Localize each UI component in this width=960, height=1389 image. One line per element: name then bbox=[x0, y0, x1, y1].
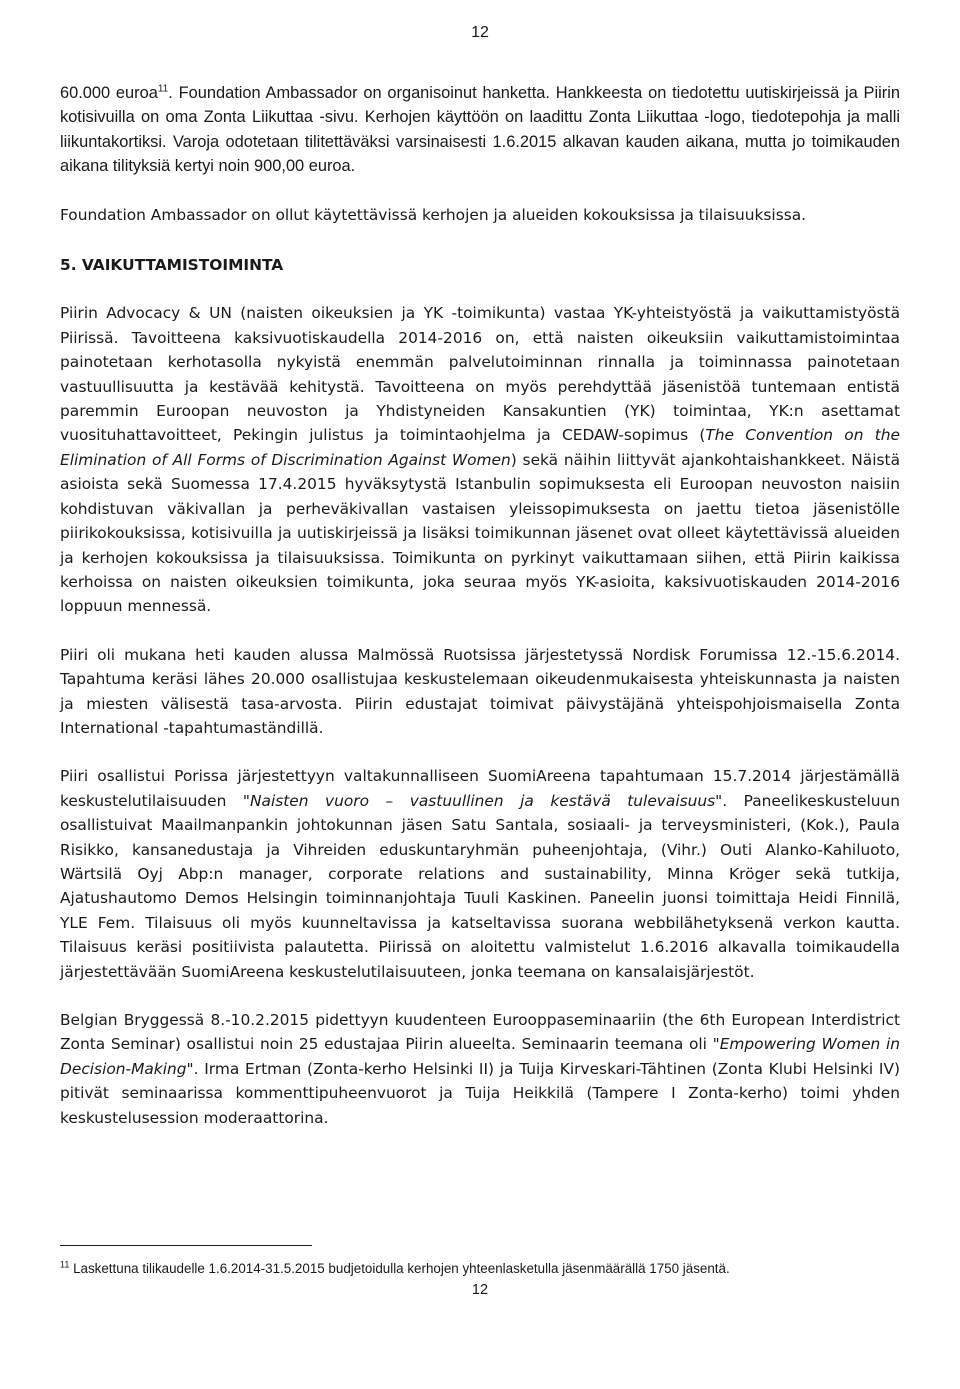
footnote-number: 11 bbox=[60, 1259, 70, 1270]
footnote-divider bbox=[60, 1245, 312, 1246]
paragraph-advocacy bbox=[60, 301, 900, 618]
document-body bbox=[60, 81, 900, 1130]
italic-title: Empowering Women in Decision-Making bbox=[60, 1035, 900, 1078]
section-heading: 5. VAIKUTTAMISTOIMINTA bbox=[60, 256, 284, 275]
paragraph-nordisk-forum: Piiri oli mukana heti kauden alussa Malmössä Ruotsissa järjestetyssä Nordisk Forumissa 12.-15.6.2014. Tapahtuma keräsi lähes 20.000 osallistujaa keskustelemaan oikeudenmukaisesta yhteiskunnasta ja naisten ja miesten välisestä tasa-arvosta. Piirin edustajat toimivat päivystäjänä yhteispohjoismaisella Zonta International -tapahtumaständillä. bbox=[60, 645, 900, 737]
footnote-reference[interactable]: 11 bbox=[157, 83, 169, 95]
paragraph-suomiareena bbox=[60, 764, 900, 984]
footnote-text: Laskettuna tilikaudelle 1.6.2014-31.5.2015 budjetoidulla kerhojen yhteenlasketulla jäsenmäärällä 1750 jäsentä. bbox=[73, 1261, 730, 1276]
paragraph-text: 60.000 euroa bbox=[60, 84, 158, 102]
paragraph-text: ) sekä näihin liittyvät ajankohtaishankkeet. Näistä asioista sekä Suomessa 17.4.2015 hyväksytystä Istanbulin sopimuksesta eli Euroopan neuvoston naisiin kohdistuvan väkivallan ja perheväkivallan vastaisen yleissopimuksesta on jaettu tietoa jäsenistölle piirikokouksissa, kotisivuilla ja uutiskirjeissä ja lisäksi toimikunnan jäsenet ovat olleet käytettävissä alueiden ja kerhojen kokouksissa ja tilaisuuksissa. Toimikunta on pyrkinyt vaikuttamaan siihen, että Piirin kaikissa kerhoissa on naisten oikeuksien toimikunta, joka seuraa myös YK-asioita, kaksivuotiskauden 2014-2016 loppuun mennessä. bbox=[60, 450, 901, 616]
paragraph-text: Piirin Advocacy & UN (naisten oikeuksien ja YK -toimikunta) vastaa YK-yhteistyöstä ja vaikuttamistyöstä Piirissä. Tavoitteena kaksivuotiskaudella 2014-2016 on, että naisten oikeuksiin vaikuttamistoimintaa painotetaan kerhotasolla nykyistä enemmän palvelutoiminnan rinnalla ja toiminnassa painotetaan vastuullisuutta ja kestävää kehitystä. Tavoitteena on myös perehdyttää jäsenistöä tuntemaan entistä paremmin Euroopan neuvoston ja Yhdistyneiden Kansakuntien (YK) toimintaa, YK:n asettamat vuosituhattavoitteet, Pekingin julistus ja toimintaohjelma ja CEDAW-sopimus ( bbox=[60, 304, 900, 445]
footnote bbox=[60, 1259, 920, 1279]
paragraph-text: Piiri osallistui Porissa järjestettyyn valtakunnalliseen SuomiAreena tapahtumaan 15.7.2014 järjestämällä keskustelutilaisuuden " bbox=[60, 767, 900, 810]
page-number-top: 12 bbox=[471, 24, 489, 41]
paragraph-european-seminar bbox=[60, 1008, 900, 1130]
italic-title: Naisten vuoro – vastuullinen ja kestävä tulevaisuus bbox=[250, 791, 716, 810]
italic-title: The Convention on the Elimination of All Forms of Discrimination Against Women bbox=[60, 426, 900, 469]
paragraph-text: . Foundation Ambassador on organisoinut hanketta. Hankkeesta on tiedotettu uutiskirjeissä ja Piirin kotisivuilla on oma Zonta Liikuttaa -sivu. Kerhojen käyttöön on laadittu Zonta Liikuttaa -logo, tiedotepohja ja malli liikuntakortiksi. Varoja odotetaan tilitettäväksi varsinaisesti 1.6.2015 alkavan kauden aikana, mutta jo toimikauden aikana tilityksiä kertyi noin 900,00 euroa. bbox=[60, 84, 900, 176]
paragraph-text: Belgian Bryggessä 8.-10.2.2015 pidettyyn kuudenteen Eurooppaseminaariin (the 6th European Interdistrict Zonta Seminar) osallistui noin 25 edustajaa Piirin alueelta. Seminaarin teemana oli " bbox=[60, 1011, 900, 1054]
page-number-bottom: 12 bbox=[471, 1282, 489, 1298]
paragraph-text: ". Paneelikeskusteluun osallistuivat Maailmanpankin johtokunnan jäsen Satu Santala, sosiaali- ja terveysministeri, (Kok.), Paula Risikko, kansanedustaja ja Vihreiden eduskuntaryhmän puheenjohtaja, (Vihr.) Outi Alanko-Kahiluoto, Wärtsilä Oyj Abp:n manager, corporate relations and sustainability, Minna Kröger sekä tutkija, Ajatushautomo Demos Helsingin toiminnanjohtaja Tuuli Kaskinen. Paneelin juonsi toimittaja Heidi Finnilä, YLE Fem. Tilaisuus oli myös kuunneltavissa ja katseltavissa suorana webbilähetyksenä verkon kautta. Tilaisuus keräsi positiivista palautetta. Piirissä on aloitettu valmistelut 1.6.2016 alkavalla toimikaudella järjestettävään SuomiAreena keskustelutilaisuuteen, jonka teemana on kansalaisjärjestöt. bbox=[60, 791, 901, 981]
paragraph-foundation-ambassador bbox=[60, 81, 900, 179]
paragraph-ambassador-availability: Foundation Ambassador on ollut käytettävissä kerhojen ja alueiden kokouksissa ja tilaisuuksissa. bbox=[60, 205, 807, 224]
paragraph-text: ". Irma Ertman (Zonta-kerho Helsinki II) ja Tuija Kirveskari-Tähtinen (Zonta Klubi Helsinki IV) pitivät seminaarissa kommenttipuheenvuorot ja Tuija Heikkilä (Tampere I Zonta-kerho) toimi yhden keskustelusession moderaattorina. bbox=[60, 1059, 900, 1127]
